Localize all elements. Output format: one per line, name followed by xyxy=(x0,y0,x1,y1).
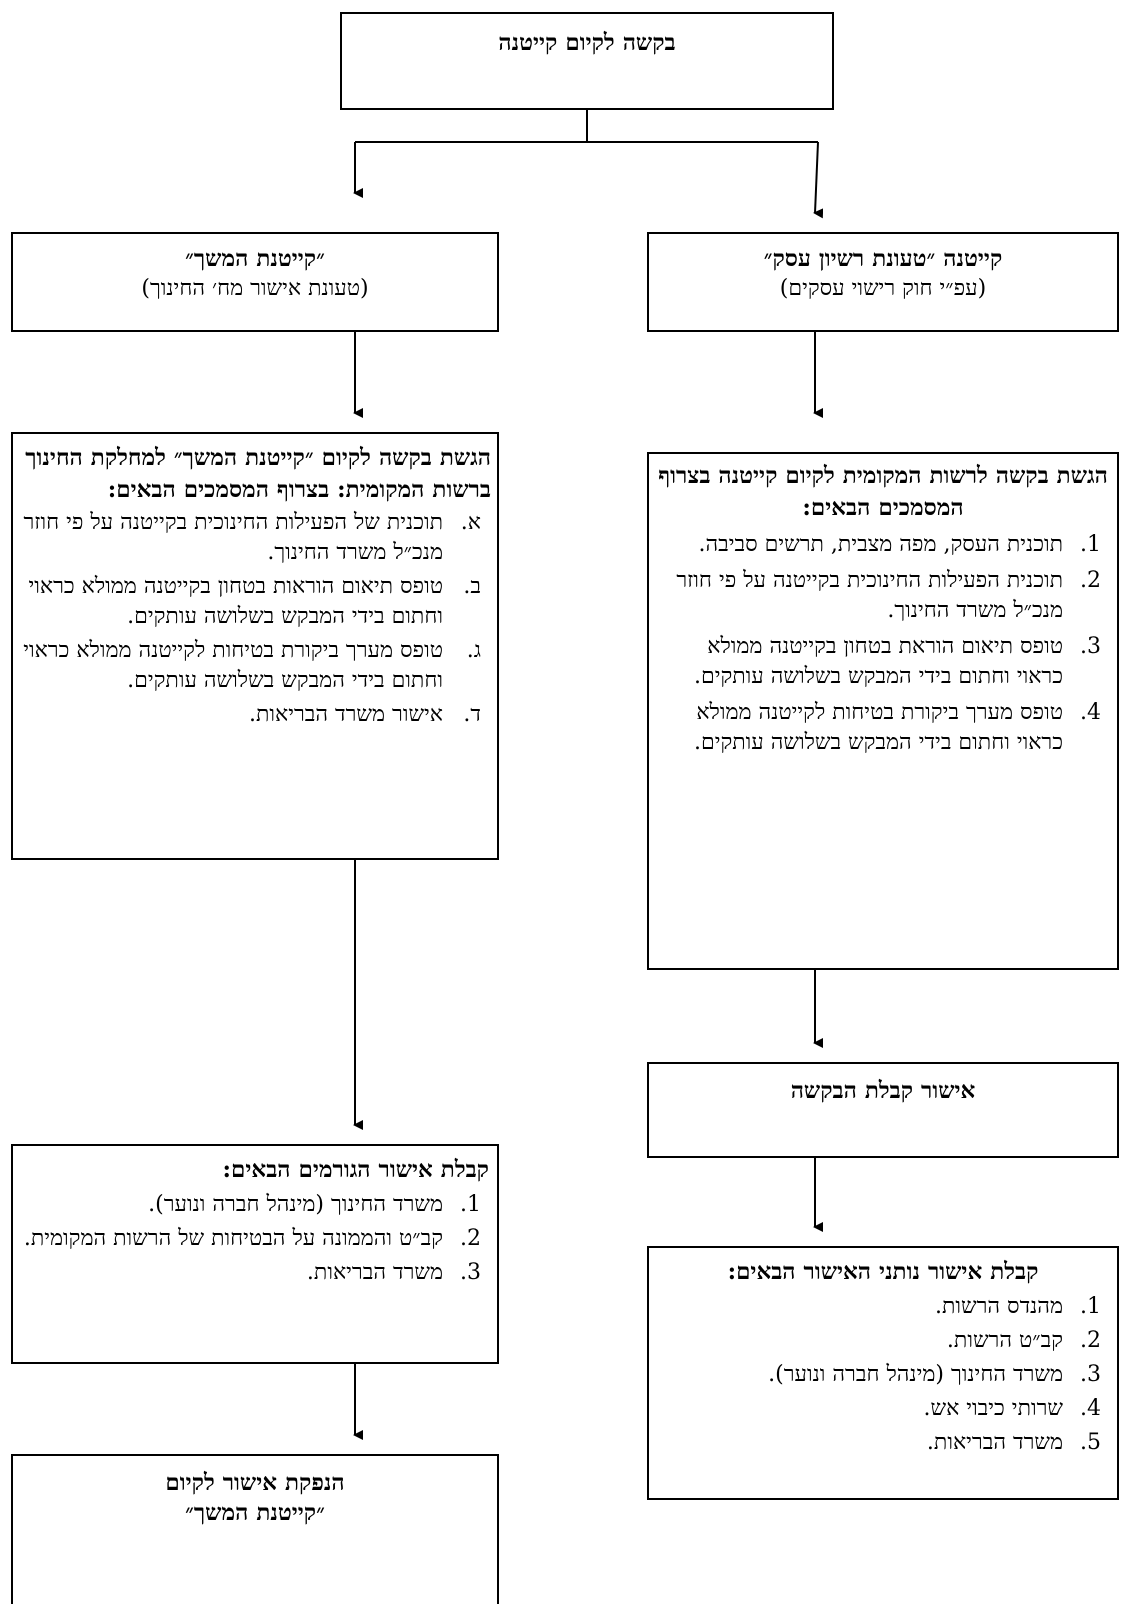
arrow-to-right-type xyxy=(815,142,818,213)
list-item-text: שרותי כיבוי אש. xyxy=(923,1396,1063,1421)
issue-permit-title-line2: ״קייטנת המשך״ xyxy=(185,1499,325,1526)
list-item-text: טופס מערך ביקורת בטיחות לקייטנה ממולא כראוי וחתום בידי המבקש בשלושה עותקים. xyxy=(693,700,1063,755)
list-item-text: טופס תיאום הוראת בטחון בקייטנה ממולא כראוי וחתום בידי המבקש בשלושה עותקים. xyxy=(693,634,1063,689)
list-item-text: תוכנית העסק, מפה מצבית, תרשים סביבה. xyxy=(698,532,1063,557)
list-item xyxy=(19,1258,489,1288)
business-license-camp-title: קייטנה ״טעונת רשיון עסק״ xyxy=(763,245,1003,272)
list-item-text: טופס מערך ביקורת בטיחות לקייטנה ממולא כראוי וחתום בידי המבקש בשלושה עותקים. xyxy=(23,638,443,693)
list-item-number: ג. xyxy=(466,638,481,663)
list-item-number: 3. xyxy=(1080,634,1101,659)
continuation-camp-box xyxy=(11,232,499,332)
list-item-text: משרד הבריאות. xyxy=(306,1260,443,1285)
list-item-text: אישור משרד הבריאות. xyxy=(248,702,443,727)
request-receipt-title: אישור קבלת הבקשה xyxy=(790,1077,976,1104)
start-request-box xyxy=(340,12,834,110)
list-item-text: קב״ט והממונה על הבטיחות של הרשות המקומית. xyxy=(23,1226,443,1251)
list-item-number: 4. xyxy=(1080,1396,1101,1421)
list-item-number: 5. xyxy=(1080,1430,1101,1455)
list-item-number: 4. xyxy=(1080,700,1101,725)
list-item xyxy=(655,1394,1109,1424)
list-item-text: טופס תיאום הוראות בטחון בקייטנה ממולא כראוי וחתום בידי המבקש בשלושה עותקים. xyxy=(28,574,443,629)
right-submit-request-box xyxy=(647,452,1119,970)
list-item xyxy=(655,1360,1109,1390)
list-item xyxy=(655,1292,1109,1322)
list-item-number: 2. xyxy=(1080,1328,1101,1353)
list-item xyxy=(19,508,489,568)
start-request-title: בקשה לקיום קייטנה xyxy=(498,29,676,56)
list-item xyxy=(655,1326,1109,1356)
list-item xyxy=(19,572,489,632)
list-item-number: 2. xyxy=(1080,568,1101,593)
list-item-text: תוכנית של הפעילות החינוכית בקייטנה על פי חוזר מנכ״ל משרד החינוך. xyxy=(23,510,443,565)
list-item-number: 1. xyxy=(1080,532,1101,557)
list-item-number: 1. xyxy=(1080,1294,1101,1319)
list-item-text: מהנדס הרשות. xyxy=(934,1294,1063,1319)
issue-permit-title-line1: הנפקת אישור לקיום xyxy=(165,1469,345,1496)
left-submit-request-box xyxy=(11,432,499,860)
business-license-camp-subtitle: (עפ״י חוק רישוי עסקים) xyxy=(779,276,987,301)
list-item-number: 3. xyxy=(460,1260,481,1285)
right-approvals-box xyxy=(647,1246,1119,1500)
list-item-text: תוכנית הפעילות החינוכית בקייטנה על פי חוזר מנכ״ל משרד החינוך. xyxy=(676,568,1063,623)
left-approvals-list xyxy=(13,1190,497,1288)
list-item xyxy=(19,1190,489,1220)
list-item-text: משרד הבריאות. xyxy=(926,1430,1063,1455)
list-item-number: ב. xyxy=(463,574,481,599)
right-submit-doc-list xyxy=(649,530,1117,758)
list-item-number: 1. xyxy=(460,1192,481,1217)
list-item xyxy=(19,1224,489,1254)
list-item-text: משרד החינוך (מינהל חברה ונוער). xyxy=(768,1362,1063,1387)
business-license-camp-box xyxy=(647,232,1119,332)
left-submit-doc-list xyxy=(13,508,497,730)
list-item-number: 3. xyxy=(1080,1362,1101,1387)
list-item xyxy=(655,566,1109,626)
continuation-camp-subtitle: (טעונת אישור מח׳ החינוך) xyxy=(141,276,369,301)
left-approvals-box xyxy=(11,1144,499,1364)
list-item xyxy=(19,636,489,696)
list-item-number: א. xyxy=(460,510,481,535)
list-item-number: ד. xyxy=(463,702,481,727)
right-approvals-heading: קבלת אישור נותני האישור הבאים: xyxy=(727,1258,1039,1285)
right-submit-heading: הגשת בקשה לרשות המקומית לקיום קייטנה בצרוף המסמכים הבאים: xyxy=(658,462,1108,521)
left-approvals-heading: קבלת אישור הגורמים הבאים: xyxy=(222,1156,489,1183)
list-item-number: 2. xyxy=(460,1226,481,1251)
list-item xyxy=(655,632,1109,692)
list-item-text: משרד החינוך (מינהל חברה ונוער). xyxy=(148,1192,443,1217)
list-item xyxy=(655,698,1109,758)
list-item xyxy=(655,1428,1109,1458)
left-submit-heading: הגשת בקשה לקיום ״קייטנת המשך״ למחלקת החינוך ברשות המקומית: בצרוף המסמכים הבאים: xyxy=(25,444,491,503)
request-receipt-box xyxy=(647,1062,1119,1158)
issue-permit-box xyxy=(11,1454,499,1604)
list-item-text: קב״ט הרשות. xyxy=(946,1328,1063,1353)
right-approvals-list xyxy=(649,1292,1117,1458)
list-item xyxy=(19,700,489,730)
list-item xyxy=(655,530,1109,560)
continuation-camp-title: ״קייטנת המשך״ xyxy=(185,245,325,272)
